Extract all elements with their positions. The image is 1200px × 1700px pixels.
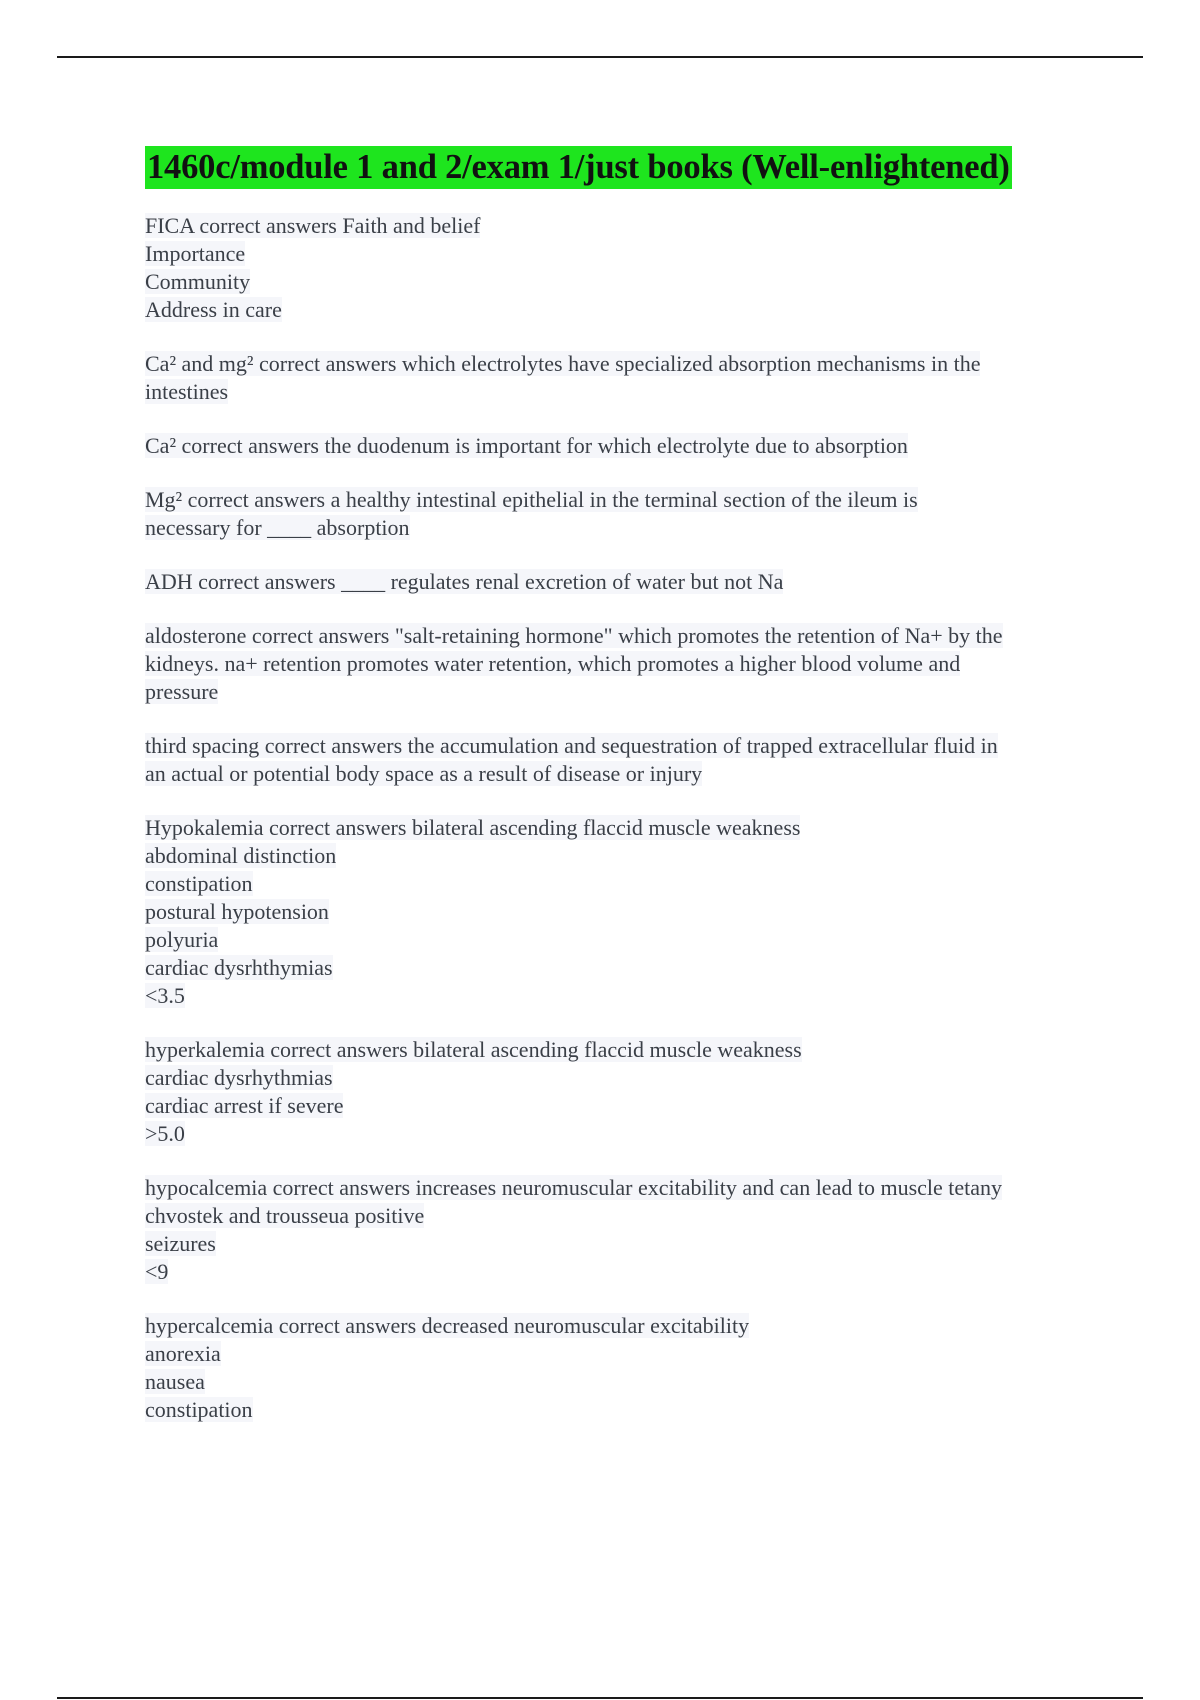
entry-line-text: polyuria [145,927,219,952]
entry-line-text: abdominal distinction [145,843,337,868]
entry-line-text: hypocalcemia correct answers increases neuromuscular excitability and can lead to muscle tetany [145,1175,1003,1200]
entry-line-text: Community [145,269,251,294]
entry-line [145,1064,1095,1092]
entry-line-text: Hypokalemia correct answers bilateral ascending flaccid muscle weakness [145,815,801,840]
entry-line-text: Importance [145,241,246,266]
entry-line [145,926,1095,954]
entry-line [145,296,1095,324]
entry-line [145,898,1095,926]
entry-line-text: FICA correct answers Faith and belief [145,213,481,238]
entry-line [145,760,1095,788]
entry-line-text: Mg² correct answers a healthy intestinal epithelial in the terminal section of the ileum is [145,487,918,512]
entry-line-text: cardiac dysrhthymias [145,955,333,980]
entry-line [145,1312,1095,1340]
entry-line-text: seizures [145,1231,216,1256]
entry-line [145,732,1095,760]
entry-line [145,240,1095,268]
entry-line [145,842,1095,870]
entry-line-text: intestines [145,379,229,404]
entry-line-text: hyperkalemia correct answers bilateral ascending flaccid muscle weakness [145,1037,802,1062]
entry-line [145,1396,1095,1424]
entry-line-text: third spacing correct answers the accumulation and sequestration of trapped extracellular fluid in [145,733,998,758]
entry-line [145,212,1095,240]
entry-line [145,350,1095,378]
entry-line [145,378,1095,406]
entry-line [145,268,1095,296]
flashcard-list [145,212,1095,1424]
entry-line [145,622,1095,650]
flashcard-entry [145,622,1095,706]
entry-line [145,1230,1095,1258]
entry-line [145,1036,1095,1064]
entry-line-text: Address in care [145,297,282,322]
entry-line [145,1174,1095,1202]
entry-line-text: <3.5 [145,983,185,1008]
entry-line [145,870,1095,898]
flashcard-entry [145,568,1095,596]
entry-line-text: >5.0 [145,1121,185,1146]
bottom-rule [57,1697,1143,1699]
entry-line-text: chvostek and trousseua positive [145,1203,425,1228]
entry-line [145,1120,1095,1148]
entry-line-text: necessary for ____ absorption [145,515,410,540]
entry-line [145,1368,1095,1396]
entry-line [145,1202,1095,1230]
entry-line [145,432,1095,460]
entry-line-text: cardiac arrest if severe [145,1093,344,1118]
entry-line [145,650,1095,678]
flashcard-entry [145,1036,1095,1148]
entry-line [145,982,1095,1010]
flashcard-entry [145,432,1095,460]
entry-line-text: Ca² correct answers the duodenum is important for which electrolyte due to absorption [145,433,908,458]
page-title: 1460c/module 1 and 2/exam 1/just books (Well-enlightened) [145,146,1012,189]
flashcard-entry [145,212,1095,324]
entry-line-text: constipation [145,871,253,896]
entry-line [145,514,1095,542]
entry-line-text: cardiac dysrhythmias [145,1065,333,1090]
entry-line-text: kidneys. na+ retention promotes water retention, which promotes a higher blood volume and [145,651,961,676]
entry-line [145,678,1095,706]
entry-line [145,814,1095,842]
entry-line [145,486,1095,514]
entry-line-text: anorexia [145,1341,221,1366]
flashcard-entry [145,732,1095,788]
entry-line [145,1258,1095,1286]
entry-line-text: nausea [145,1369,205,1394]
entry-line-text: Ca² and mg² correct answers which electrolytes have specialized absorption mechanisms in the [145,351,981,376]
entry-line-text: <9 [145,1259,169,1284]
entry-line [145,954,1095,982]
entry-line-text: an actual or potential body space as a result of disease or injury [145,761,703,786]
entry-line-text: pressure [145,679,219,704]
entry-line-text: hypercalcemia correct answers decreased neuromuscular excitability [145,1313,750,1338]
entry-line [145,1340,1095,1368]
flashcard-entry [145,1174,1095,1286]
flashcard-entry [145,1312,1095,1424]
flashcard-entry [145,486,1095,542]
entry-line-text: constipation [145,1397,253,1422]
entry-line [145,568,1095,596]
flashcard-entry [145,814,1095,1010]
page-content [145,146,1095,1450]
entry-line-text: ADH correct answers ____ regulates renal excretion of water but not Na [145,569,784,594]
entry-line-text: aldosterone correct answers "salt-retaining hormone" which promotes the retention of Na+ by the [145,623,1003,648]
top-rule [57,56,1143,58]
entry-line-text: postural hypotension [145,899,329,924]
entry-line [145,1092,1095,1120]
flashcard-entry [145,350,1095,406]
